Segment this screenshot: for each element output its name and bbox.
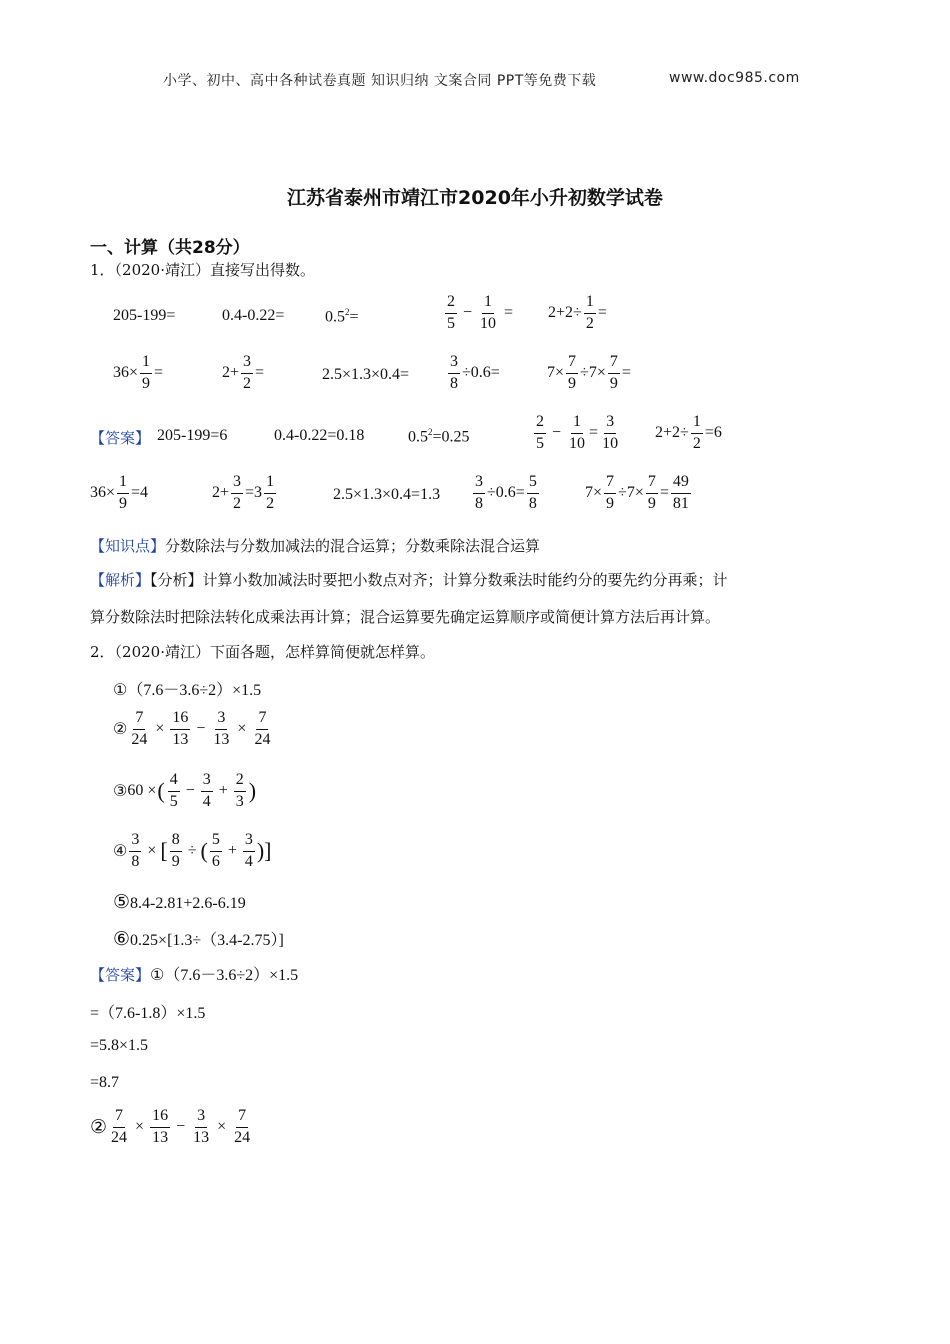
q2-problem-3: ③ 60 × ( $\frac{4}{5}$ − $\frac{3}{4}$ + $\frac{2}{3}$ ) [113,771,257,810]
question-1-stem: 1．（2020·靖江）直接写出得数。 [90,261,315,279]
answer-item-10: 7× $\frac{7}{9}$ ÷7× $\frac{7}{9}$ = $\frac{49}{81}$ [585,473,689,512]
answer-item-8: 2.5×1.3×0.4=1.3 [333,486,441,503]
q2-problem-2: ② $\frac{7}{24}$ × $\frac{16}{13}$ − $\frac{3}{13}$ × $\frac{7}{24}$ [113,709,271,748]
q1-item-9: $\frac{3}{8}$ ÷0.6= [450,353,500,392]
question-2-stem: 2．（2020·靖江）下面各题，怎样算简便就怎样算。 [90,643,435,661]
answer-item-4: $\frac{2}{5}$ − $\frac{1}{10}$ = $\frac{3}{10}$ [536,413,619,452]
answer-item-5: 2+2÷ $\frac{1}{2}$ =6 [655,413,722,452]
answer-item-2: 0.4-0.22=0.18 [274,427,365,444]
q1-item-2: 0.4-0.22= [222,307,285,324]
analysis-line-1: 【解析】【分析】计算小数加减法时要把小数点对齐；计算分数乘法时能约分的要先约分再乘；计 [90,571,728,589]
header-slogan: 小学、初中、高中各种试卷真题 知识归纳 文案合同 PPT等免费下载 [163,73,597,89]
q2-problem-1: ①（7.6－3.6÷2）×1.5 [113,682,262,699]
q1-item-10: 7× $\frac{7}{9}$ ÷7× $\frac{7}{9}$ = [547,353,631,392]
q2-answer-line-5: ② $\frac{7}{24}$ × $\frac{16}{13}$ − $\frac{3}{13}$ × $\frac{7}{24}$ [90,1107,251,1146]
answer-item-6: 36× $\frac{1}{9}$ =4 [90,473,149,512]
q1-item-6: 36× $\frac{1}{9}$ = [113,353,164,392]
page-title: 江苏省泰州市靖江市2020年小升初数学试卷 [287,187,663,209]
q1-item-7: 2+ $\frac{3}{2}$ = [222,353,265,392]
q1-item-3: $0.5^2=$ [325,307,359,326]
q2-answer-line-3: =5.8×1.5 [90,1037,149,1054]
q1-item-1: 205-199= [113,307,176,324]
header-url[interactable]: www.doc985.com [669,70,800,86]
answer-item-7: 2+ $\frac{3}{2}$ =3 $\frac{1}{2}$ [212,473,275,512]
q2-problem-6: ⑥0.25×[1.3÷（3.4-2.75）] [113,929,284,950]
answer-item-9: $\frac{3}{8}$ ÷0.6= $\frac{5}{8}$ [475,473,537,512]
q1-item-5: 2+2÷ $\frac{1}{2}$ = [548,293,607,332]
answer-item-3: $0.5^2=0.25$ [408,427,470,446]
q2-answer-line-4: =8.7 [90,1074,120,1091]
q1-item-8: 2.5×1.3×0.4= [322,366,410,383]
analysis-line-2: 算分数除法时把除法转化成乘法再计算；混合运算要先确定运算顺序或简便计算方法后再计算。 [90,608,721,626]
answer-item-1: 205-199=6 [157,427,228,444]
q2-problem-5: ⑤8.4-2.81+2.6-6.19 [113,892,246,913]
q2-answer-line-1: 【答案】①（7.6－3.6÷2）×1.5 [90,967,299,984]
answer-tag: 【答案】 [90,429,151,447]
section-heading: 一、计算（共28分） [90,238,250,258]
q1-item-4: $\frac{2}{5}$ − $\frac{1}{10}$ = [447,293,514,332]
knowledge-point: 【知识点】分数除法与分数加减法的混合运算；分数乘除法混合运算 [90,537,541,555]
q2-answer-line-2: =（7.6-1.8）×1.5 [90,1005,206,1022]
q2-problem-4: ④ $\frac{3}{8}$ × [ $\frac{8}{9}$ ÷ ( $\frac{5}{6}$ + $\frac{3}{4}$ ) ] [113,831,272,870]
